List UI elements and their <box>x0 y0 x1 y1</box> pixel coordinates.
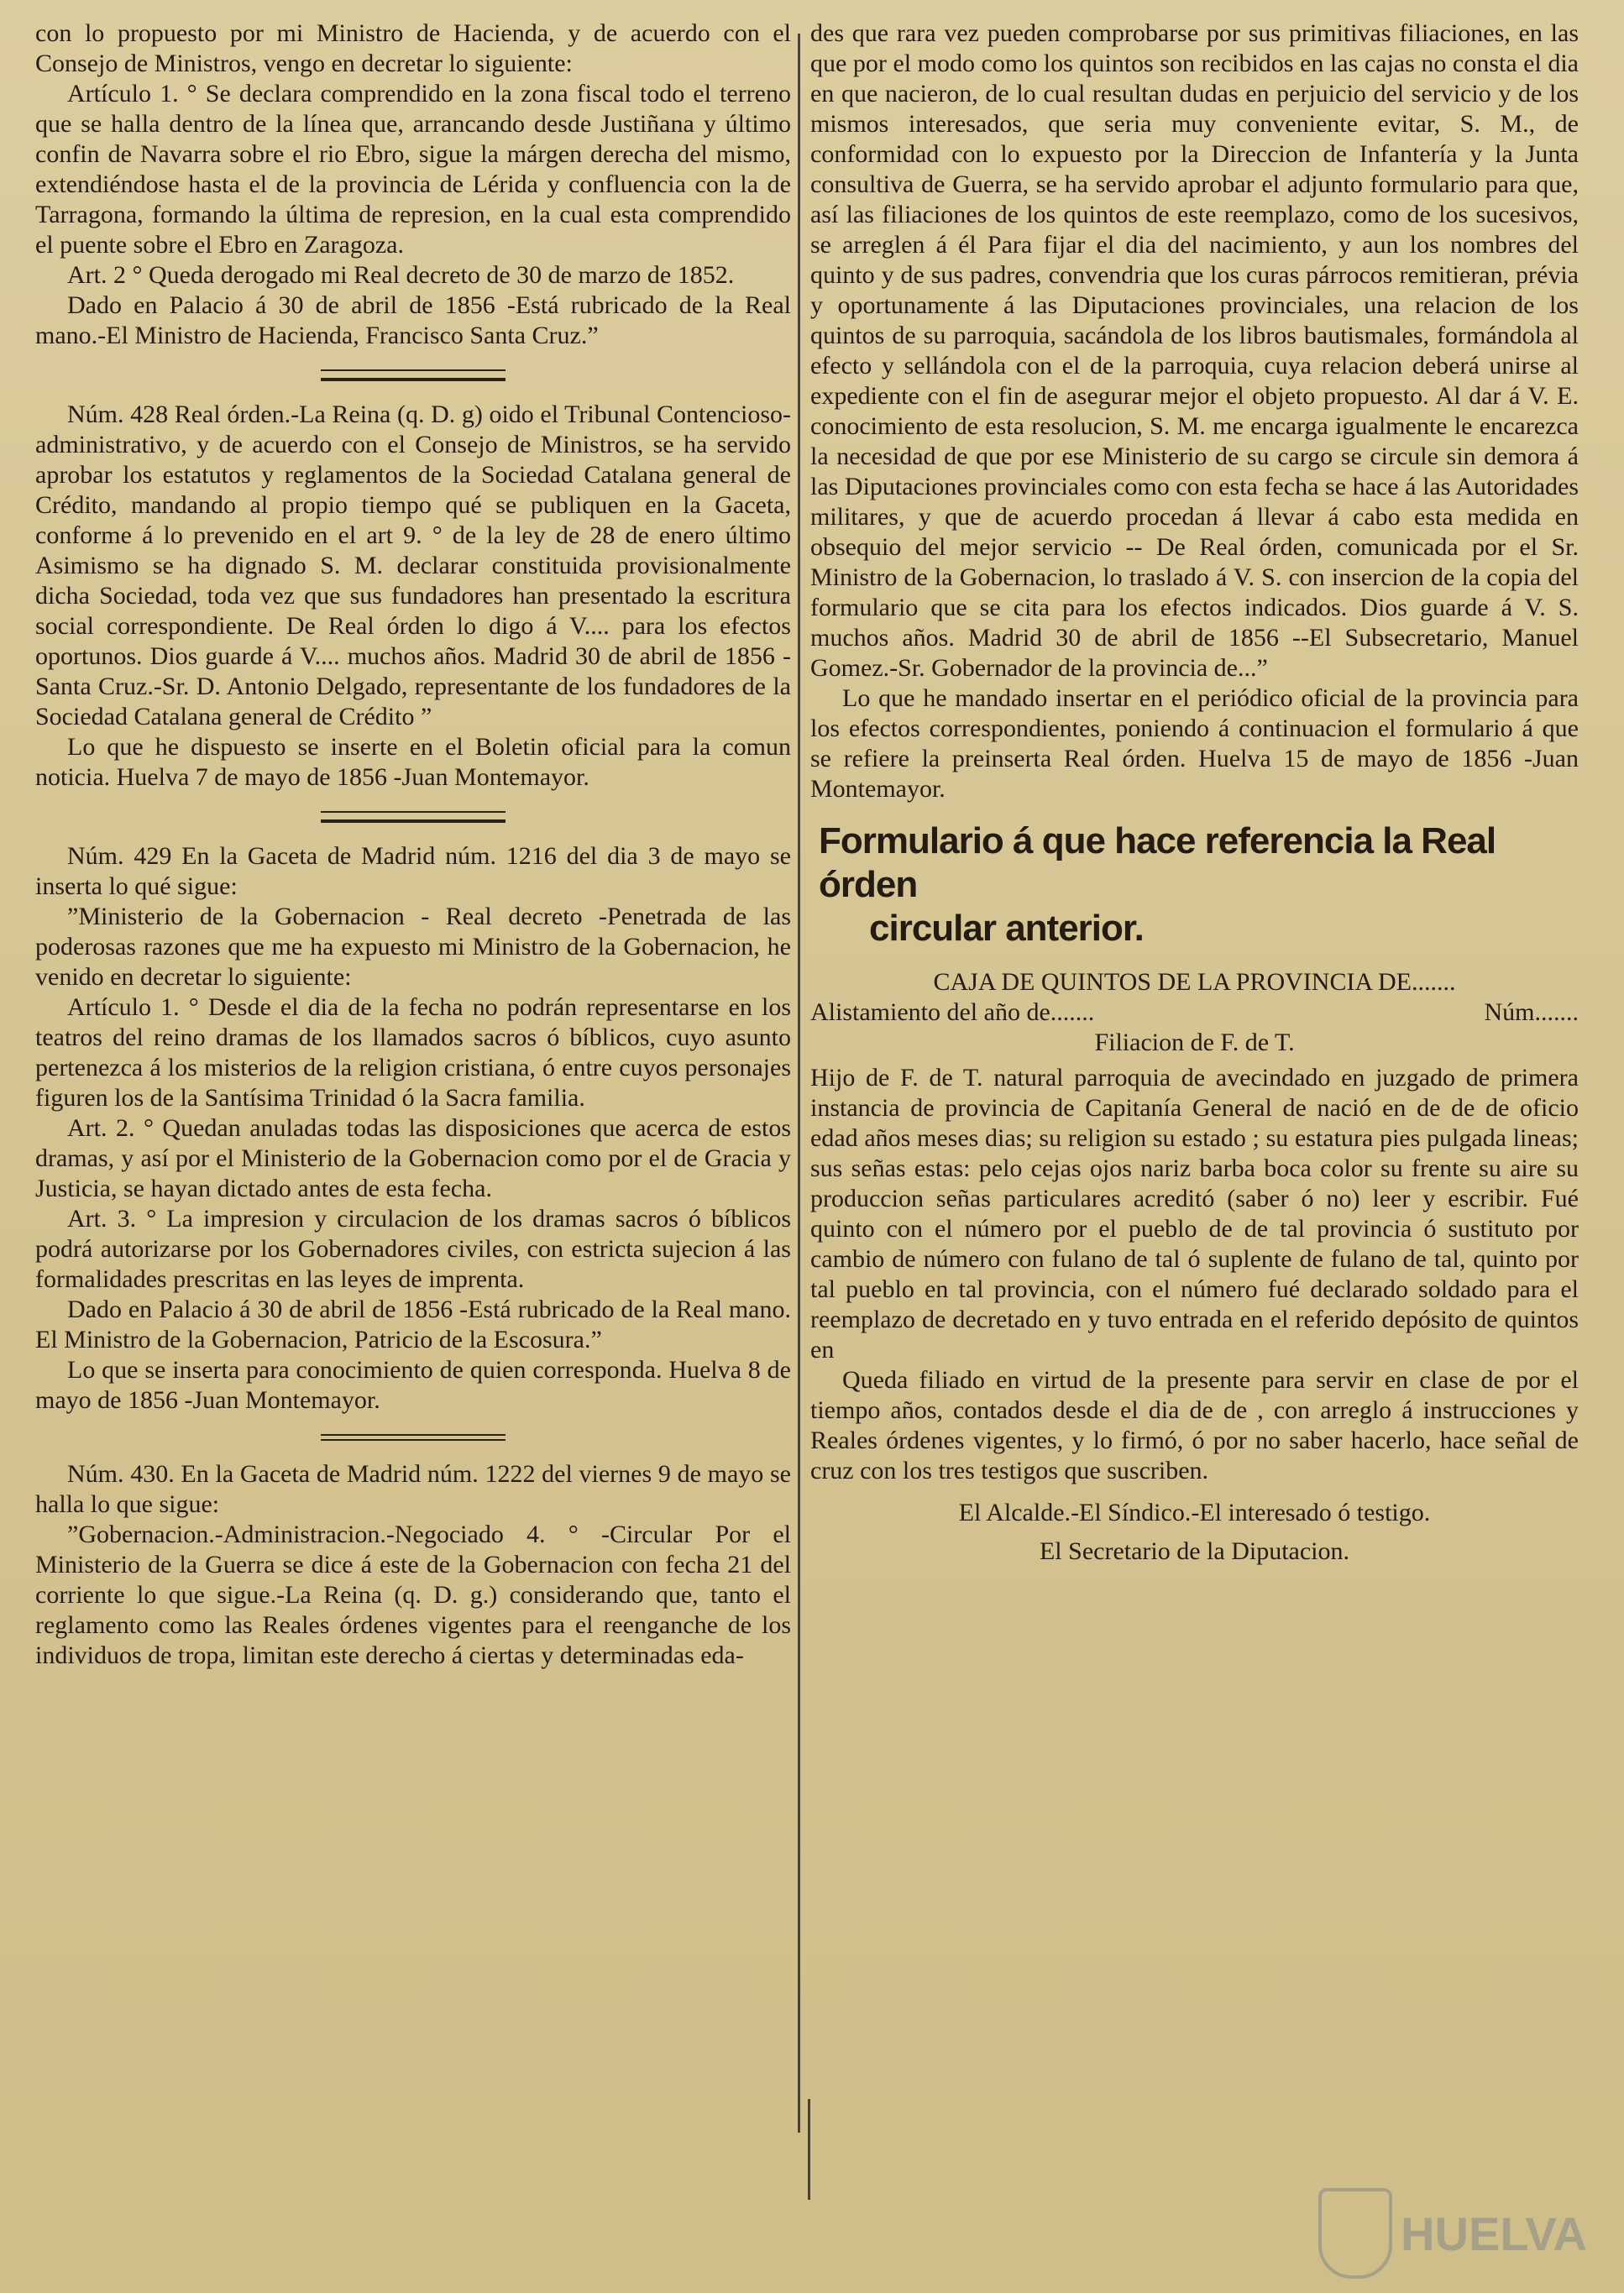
column-divider-bottom <box>808 2099 810 2200</box>
right-column <box>810 18 1579 1567</box>
left-paragraph-6: Lo que he dispuesto se inserte en el Boletin oficial para la comun noticia. Huelva 7 de mayo de 1856 -Juan Montemayor. <box>35 733 791 791</box>
right-paragraph-1: des que rara vez pueden comprobarse por sus primitivas filiaciones, en las que por el modo como los quintos son recibidos en las cajas no consta el dia en que nacieron, de lo cual resultan dudas en perjuicio del servicio y de los mismos interesados, que seria muy conveniente evitar, S. M., de conformidad con lo expuesto por la Direccion de Infantería y la Junta consultiva de Guerra, se ha servido aprobar el adjunto formulario para que, así las filiaciones de los quintos de este reemplazo, como de los sucesivos, se arreglen á él Para fijar el dia del nacimiento, y aun los nombres del quinto y de sus padres, convendria que los curas párrocos remitieran, prévia y oportunamente á las Diputaciones provinciales, una relacion de los quintos de su parroquia, sacándola de los libros bautismales, formándola al efecto y sellándola con el de la parroquia, cuya relacion deberá unirse al expediente con el fin de asegurar mejor el objeto propuesto. Al dar á V. E. conocimiento de esta resolucion, S. M. me encarga igualmente le encarezca la necesidad de que por ese Ministerio de su cargo se circule sin demora á las Diputaciones provinciales como con esta fecha se hace á las Autoridades militares, y que de acuerdo procedan á llevar á cabo esta medida en obsequio del mejor servicio -- De Real órden, comunicada por el Sr. Ministro de la Gobernacion, lo traslado á V. S. con insercion de la copia del formulario que se cita para los efectos indicados. Dios guarde á V. S. muchos años. Madrid 30 de abril de 1856 --El Subsecretario, Manuel Gomez.-Sr. Gobernador de la provincia de...” <box>810 19 1579 682</box>
section-separator <box>321 811 506 823</box>
section-separator <box>321 369 506 381</box>
form-closing: Queda filiado en virtud de la presente para servir en clase de por el tiempo años, contados desde el dia de de , con arreglo á instrucciones y Reales órdenes vigentes, y lo firmó, ó por no saber hacerlo, hace señal de cruz con los tres testigos que suscriben. <box>810 1366 1579 1484</box>
archive-seal-icon <box>1318 2188 1392 2279</box>
item-428: Núm. 428 Real órden.-La Reina (q. D. g) oido el Tribunal Contencioso-administrativo, y de acuerdo con el Consejo de Ministros, se ha servido aprobar los estatutos y reglamentos de la Sociedad Catalana general de Crédito, mandando al propio tiempo qué se publiquen en la Gaceta, conforme á lo prevenido en el art 9. ° de la ley de 28 de enero último Asimismo se ha dignado S. M. declarar constituida provisionalmente dicha Sociedad, toda vez que sus fundadores han presentado la escritura social correspondiente. De Real órden lo digo á V.... para los efectos oportunos. Dios guarde á V.... muchos años. Madrid 30 de abril de 1856 -Santa Cruz.-Sr. D. Antonio Delgado, representante de los fundadores de la Sociedad Catalana general de Crédito ” <box>35 400 791 730</box>
form-alistamiento: Alistamiento del año de....... <box>810 998 1095 1026</box>
form-subtitle: circular anterior. <box>869 908 1144 949</box>
form-caja: CAJA DE QUINTOS DE LA PROVINCIA DE....... <box>933 968 1456 996</box>
left-paragraph-13: Lo que se inserta para conocimiento de quien corresponda. Huelva 8 de mayo de 1856 -Juan Montemayor. <box>35 1356 791 1414</box>
left-paragraph-11: Art. 3. ° La impresion y circulacion de los dramas sacros ó bíblicos podrá autorizarse por los Gobernadores civiles, con estricta sujecion á las formalidades prescritas en las leyes de imprenta. <box>35 1205 791 1293</box>
left-paragraph-15: ”Gobernacion.-Administracion.-Negociado 4. ° -Circular Por el Ministerio de la Guerra se dice á este de la Gobernacion con fecha 21 del corriente lo que sigue.-La Reina (q. D. g.) considerando que, tanto el reglamento como las Reales órdenes vigentes para el reenganche de los individuos de tropa, limitan este derecho á ciertas y determinadas eda- <box>35 1521 791 1669</box>
form-num: Núm....... <box>1484 998 1579 1026</box>
left-paragraph-3: Art. 2 ° Queda derogado mi Real decreto de 30 de marzo de 1852. <box>67 261 735 289</box>
column-divider <box>798 34 800 2133</box>
form-title: Formulario á que hace referencia la Real órden <box>819 820 1496 905</box>
item-430: Núm. 430. En la Gaceta de Madrid núm. 1222 del viernes 9 de mayo se halla lo que sigue: <box>35 1460 791 1518</box>
form-body: Hijo de F. de T. natural parroquia de avecindado en juzgado de primera instancia de provincia de Capitanía General de nació en de de de oficio edad años meses dias; su religion su estado ; su estatura pies pulgada lineas; sus señas estas: pelo cejas ojos nariz barba boca color su frente su aire su produccion señas particulares acreditó (saber ó no) leer y escribir. Fué quinto con el número por el pueblo de de tal provincia ó sustituto por cambio de número con fulano de tal ó suplente de fulano de tal, quinto por tal pueblo en tal provincia, con el número fué declarado soldado para el reemplazo de decretado en y tuvo entrada en el referido depósito de quintos en <box>810 1064 1579 1364</box>
left-paragraph-12: Dado en Palacio á 30 de abril de 1856 -Está rubricado de la Real mano. El Ministro de la Gobernacion, Patricio de la Escosura.” <box>35 1296 791 1353</box>
item-429: Núm. 429 En la Gaceta de Madrid núm. 1216 del dia 3 de mayo se inserta lo qué sigue: <box>35 842 791 900</box>
left-paragraph-1: con lo propuesto por mi Ministro de Hacienda, y de acuerdo con el Consejo de Ministros, vengo en decretar lo siguiente: <box>35 19 791 77</box>
left-paragraph-8: ”Ministerio de la Gobernacion - Real decreto -Penetrada de las poderosas razones que me ha expuesto mi Ministro de la Gobernacion, he venido en decretar lo siguiente: <box>35 903 791 991</box>
left-paragraph-2: Artículo 1. ° Se declara comprendido en la zona fiscal todo el terreno que se halla dentro de la línea que, arrancando desde Justiñana y último confin de Navarra sobre el rio Ebro, sigue la márgen derecha del mismo, extendiéndose hasta el de la provincia de Lérida y confluencia con la de Tarragona, formando la última de represion, en la cual esta comprendido el puente sobre el Ebro en Zaragoza. <box>35 80 791 259</box>
left-column <box>35 18 791 1671</box>
right-paragraph-2: Lo que he mandado insertar en el periódico oficial de la provincia para los efectos correspondientes, poniendo á continuacion el formulario á que se refiere la preinserta Real órden. Huelva 15 de mayo de 1856 -Juan Montemayor. <box>810 684 1579 803</box>
form-secretary: El Secretario de la Diputacion. <box>1039 1537 1350 1565</box>
formulario <box>810 967 1579 1567</box>
form-filiacion: Filiacion de F. de T. <box>1094 1029 1295 1056</box>
left-paragraph-4: Dado en Palacio á 30 de abril de 1856 -Está rubricado de la Real mano.-El Ministro de Hacienda, Francisco Santa Cruz.” <box>35 291 791 349</box>
archive-seal-text: HUELVA <box>1401 2207 1587 2260</box>
form-alistamiento-line <box>810 997 1579 1028</box>
section-separator <box>321 1434 506 1441</box>
left-paragraph-10: Art. 2. ° Quedan anuladas todas las disposiciones que acerca de estos dramas, y así por el Ministerio de la Gobernacion como por el de Gracia y Justicia, se hayan dictado antes de esta fecha. <box>35 1114 791 1202</box>
archive-seal <box>1318 2183 1587 2284</box>
form-signers: El Alcalde.-El Síndico.-El interesado ó testigo. <box>958 1499 1431 1526</box>
left-paragraph-9: Artículo 1. ° Desde el dia de la fecha no podrán representarse en los teatros del reino dramas de los llamados sacros ó bíblicos, cuyo asunto pertenezca á los misterios de la religion cristiana, ó entre cuyos personajes figuren los de la Santísima Trinidad ó la Sacra familia. <box>35 993 791 1112</box>
